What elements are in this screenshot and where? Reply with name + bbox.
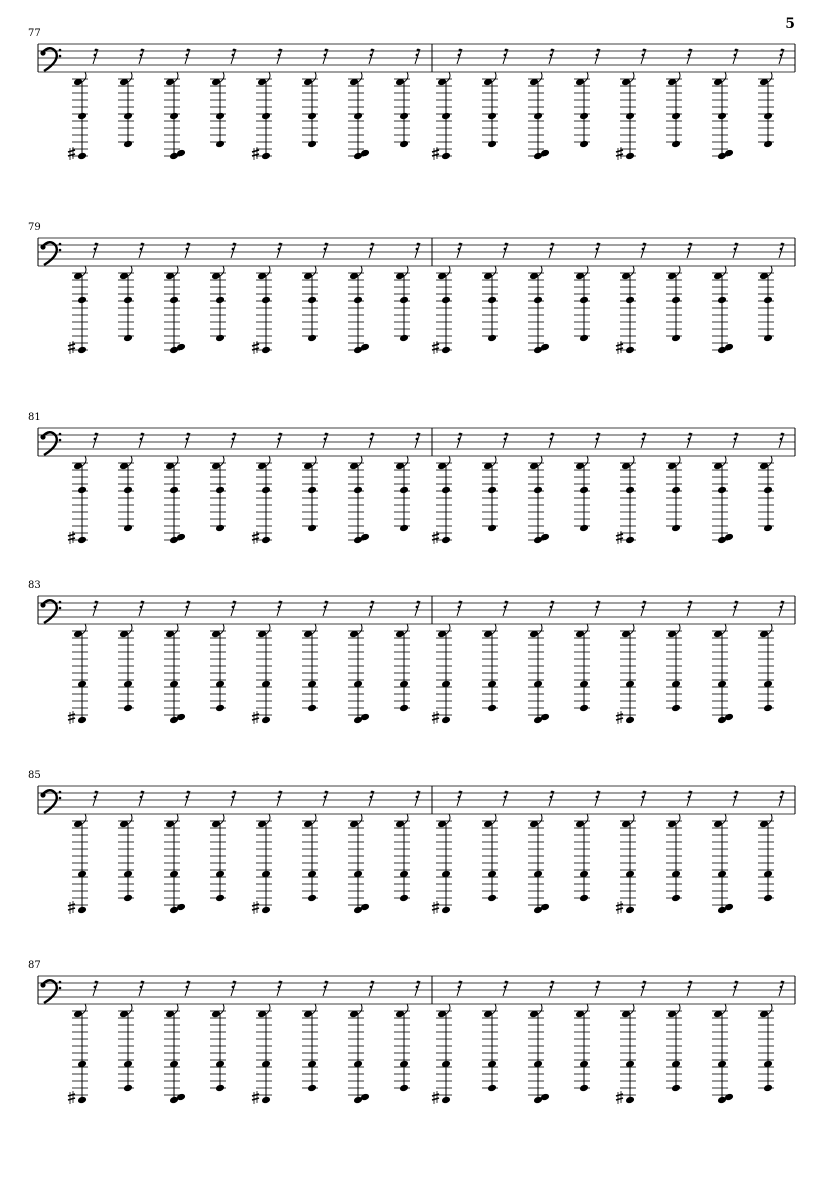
bass-clef-icon xyxy=(40,432,61,455)
system xyxy=(0,28,835,188)
sixteenth-chord xyxy=(432,601,462,725)
system xyxy=(0,960,835,1120)
sharp-icon xyxy=(616,1091,623,1104)
bass-clef-icon xyxy=(40,980,61,1003)
measure-number: 79 xyxy=(28,222,41,233)
measure-number: 77 xyxy=(28,28,41,39)
system xyxy=(0,412,835,572)
sixteenth-chord xyxy=(348,791,374,915)
sixteenth-chord xyxy=(394,243,420,343)
measure-number: 85 xyxy=(28,770,41,781)
sixteenth-chord xyxy=(394,433,420,533)
sharp-icon xyxy=(68,901,75,914)
sixteenth-chord xyxy=(164,601,190,725)
sixteenth-chord xyxy=(252,601,282,725)
sixteenth-chord xyxy=(616,981,646,1105)
sharp-icon xyxy=(252,711,259,724)
sixteenth-chord xyxy=(118,433,144,533)
sixteenth-chord xyxy=(574,49,600,149)
sharp-icon xyxy=(616,711,623,724)
sharp-icon xyxy=(432,1091,439,1104)
sixteenth-chord xyxy=(482,49,508,149)
sixteenth-chord xyxy=(712,791,738,915)
staff xyxy=(0,580,835,740)
sixteenth-chord xyxy=(758,49,784,149)
sixteenth-chord xyxy=(616,601,646,725)
sharp-icon xyxy=(432,711,439,724)
sixteenth-chord xyxy=(210,243,236,343)
sixteenth-chord xyxy=(118,49,144,149)
staff xyxy=(0,412,835,572)
sixteenth-chord xyxy=(432,981,462,1105)
sixteenth-chord xyxy=(666,49,692,149)
system xyxy=(0,222,835,382)
sixteenth-chord xyxy=(68,791,98,915)
sixteenth-chord xyxy=(432,791,462,915)
staff xyxy=(0,222,835,382)
sixteenth-chord xyxy=(302,433,328,533)
sixteenth-chord xyxy=(528,601,554,725)
staff xyxy=(0,28,835,188)
sixteenth-chord xyxy=(482,433,508,533)
staff xyxy=(0,960,835,1120)
sixteenth-chord xyxy=(482,243,508,343)
sixteenth-chord xyxy=(616,791,646,915)
page-number: 5 xyxy=(785,16,795,32)
sixteenth-chord xyxy=(666,433,692,533)
sixteenth-chord xyxy=(758,243,784,343)
sixteenth-chord xyxy=(666,243,692,343)
bass-clef-icon xyxy=(40,48,61,71)
sixteenth-chord xyxy=(348,601,374,725)
system xyxy=(0,770,835,930)
sixteenth-chord xyxy=(252,791,282,915)
measure-number: 83 xyxy=(28,580,41,591)
sixteenth-chord xyxy=(252,981,282,1105)
sixteenth-chord xyxy=(210,49,236,149)
sharp-icon xyxy=(68,1091,75,1104)
sixteenth-chord xyxy=(574,433,600,533)
sixteenth-chord xyxy=(68,601,98,725)
sharp-icon xyxy=(616,901,623,914)
sixteenth-chord xyxy=(758,433,784,533)
system xyxy=(0,580,835,740)
sharp-icon xyxy=(252,901,259,914)
sixteenth-chord xyxy=(574,243,600,343)
sharp-icon xyxy=(68,711,75,724)
sixteenth-chord xyxy=(712,981,738,1105)
sharp-icon xyxy=(252,1091,259,1104)
sixteenth-chord xyxy=(302,49,328,149)
sixteenth-chord xyxy=(164,791,190,915)
sixteenth-chord xyxy=(348,981,374,1105)
sixteenth-chord xyxy=(68,981,98,1105)
bass-clef-icon xyxy=(40,242,61,265)
measure-number: 87 xyxy=(28,960,41,971)
sixteenth-chord xyxy=(528,791,554,915)
sharp-icon xyxy=(432,901,439,914)
bass-clef-icon xyxy=(40,600,61,623)
sixteenth-chord xyxy=(164,981,190,1105)
sixteenth-chord xyxy=(210,433,236,533)
sixteenth-chord xyxy=(528,981,554,1105)
sixteenth-chord xyxy=(394,49,420,149)
sixteenth-chord xyxy=(712,601,738,725)
measure-number: 81 xyxy=(28,412,41,423)
bass-clef-icon xyxy=(40,790,61,813)
sixteenth-chord xyxy=(302,243,328,343)
staff xyxy=(0,770,835,930)
sixteenth-chord xyxy=(118,243,144,343)
